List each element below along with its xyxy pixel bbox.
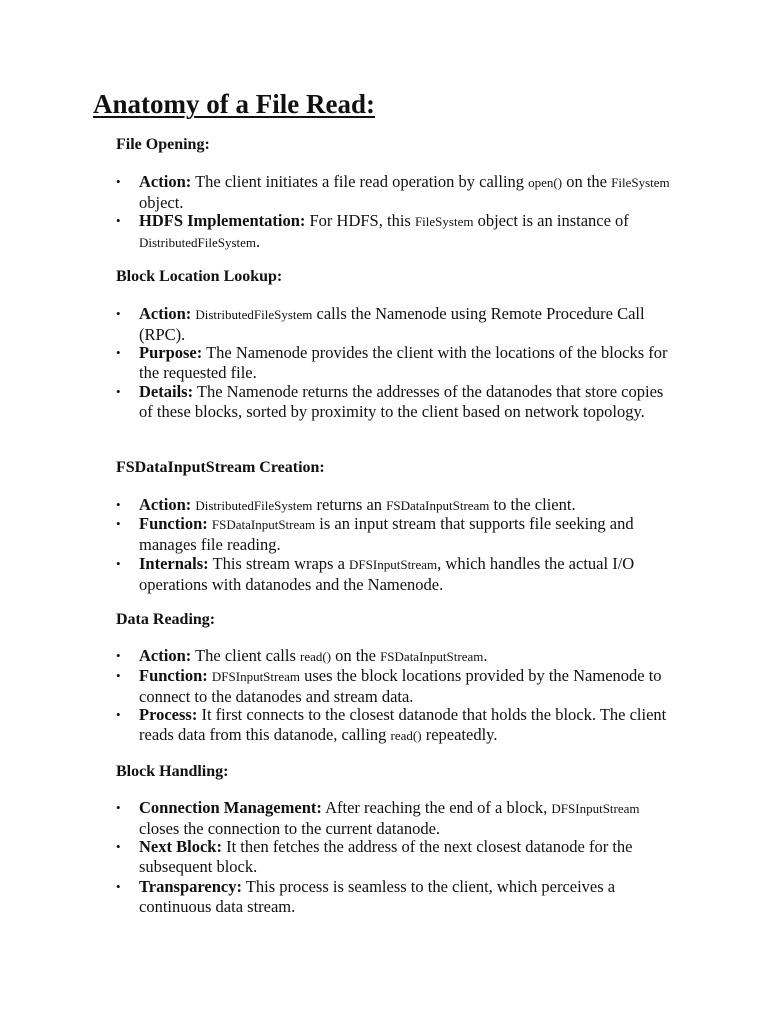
list-item-text [139,798,674,838]
item-text: , which handles the actual I/O operations with datanodes and the Namenode. [139,554,635,594]
item-text: This process is seamless to the client, which perceives a continuous data stream. [139,877,616,916]
item-label: Process: [139,705,198,724]
item-text: It first connects to the closest datanode that holds the block. The client reads data from this datanode, calling [139,705,667,744]
code-term: FileSystem [611,175,670,190]
list-item [116,343,674,382]
item-text: on the [331,646,381,665]
bullet-icon: • [116,556,121,571]
bullet-icon: • [116,174,121,189]
bullet-icon: • [116,879,121,894]
code-term: DistributedFileSystem [195,307,313,322]
item-label: Function: [139,514,208,533]
item-text: . [256,231,261,251]
item-label: Function: [139,666,208,685]
list-item-text [139,705,674,745]
item-text: The client calls [191,646,300,665]
item-text: repeatedly. [421,724,498,744]
bullet-icon: • [116,516,121,531]
list-item [116,837,674,876]
list-item-text [139,495,674,516]
item-text: For HDFS, this [305,211,415,230]
section-heading-file-opening: File Opening: [116,136,210,153]
list-item-text [139,837,674,876]
list-item [116,666,674,706]
code-term: DFSInputStream [349,557,438,572]
list-item [116,382,674,421]
item-text: object is an instance of [473,211,629,230]
bullet-icon: • [116,345,121,360]
code-term: read() [390,727,422,743]
list-item [116,514,674,554]
list-item [116,646,674,667]
bullet-icon: • [116,384,121,399]
bullet-icon: • [116,839,121,854]
code-term: FileSystem [414,214,474,229]
item-label: Action: [139,172,192,191]
item-text: to the client. [489,495,576,514]
item-text: on the [562,172,612,191]
list-item-text [139,666,674,706]
list-item [116,172,674,212]
list-item-text [139,554,674,594]
list-item [116,495,674,516]
code-term: DistributedFileSystem [195,498,313,513]
item-label: Connection Management: [139,798,322,817]
code-term: DFSInputStream [211,669,301,684]
section-heading-fsdata-creation: FSDataInputStream Creation: [116,459,325,476]
list-item-text [139,172,674,212]
code-term: FSDataInputStream [386,498,490,513]
list-item [116,798,674,838]
item-text: The client initiates a file read operation by calling [191,172,529,191]
code-term: open() [528,175,563,190]
item-text: calls the Namenode using Remote Procedure Call (RPC). [139,304,645,344]
page-title: Anatomy of a File Read: [93,89,375,119]
item-label: Action: [139,304,192,323]
bullet-icon: • [116,707,121,722]
bullet-icon: • [116,497,121,512]
item-label: HDFS Implementation: [139,211,306,230]
item-label: Action: [139,495,192,514]
bullet-icon: • [116,800,121,815]
item-label: Details: [139,382,194,401]
item-label: Next Block: [139,837,222,856]
item-text: . [483,646,488,665]
bullet-icon: • [116,668,121,683]
list-item-text [139,877,674,916]
list-item [116,877,674,916]
item-label: Transparency: [139,877,242,896]
list-item [116,304,674,344]
item-text: object. [139,192,184,212]
bullet-icon: • [116,648,121,663]
item-text: After reaching the end of a block, [321,798,552,817]
code-term: FSDataInputStream [211,517,316,532]
item-text: uses the block locations provided by the Namenode to connect to the datanodes and stream data. [139,666,662,706]
item-label: Action: [139,646,192,665]
bullet-icon: • [116,213,121,228]
item-label: Purpose: [139,343,203,362]
item-text: It then fetches the address of the next closest datanode for the subsequent block. [139,837,633,876]
list-item-text [139,304,674,344]
list-item [116,705,674,745]
item-text: returns an [312,495,387,514]
bullet-icon: • [116,306,121,321]
code-term: DistributedFileSystem [139,234,256,250]
section-heading-block-handling: Block Handling: [116,763,229,780]
list-item-text [139,382,674,421]
item-text: closes the connection to the current datanode. [139,818,441,838]
list-item-text [139,514,674,554]
list-item [116,554,674,594]
item-text: The Namenode returns the addresses of the datanodes that store copies of these blocks, sorted by proximity to the client based on network topology. [139,382,664,421]
section-heading-data-reading: Data Reading: [116,611,216,628]
list-item-text [139,646,674,667]
list-item [116,211,674,252]
code-term: FSDataInputStream [380,649,484,664]
list-item-text [139,211,674,252]
item-text: The Namenode provides the client with the locations of the blocks for the requested file. [139,343,668,382]
code-term: DFSInputStream [551,801,640,816]
item-label: Internals: [139,554,209,573]
item-text: This stream wraps a [208,554,350,573]
list-item-text [139,343,674,382]
section-heading-block-location: Block Location Lookup: [116,268,283,285]
item-text: is an input stream that supports file seeking and manages file reading. [139,514,634,554]
code-term: read() [300,649,332,664]
